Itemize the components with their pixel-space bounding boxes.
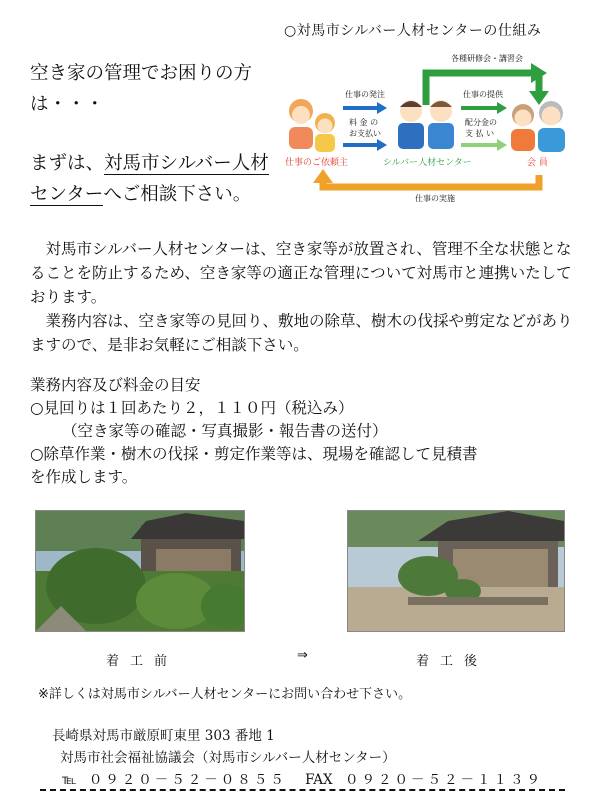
- fax-number: ０９２０－５２－１１３９: [344, 772, 543, 788]
- fax-label: FAX: [305, 772, 333, 788]
- intro-paragraph: [30, 237, 575, 357]
- photo-before: [35, 510, 245, 632]
- intro-paragraph-1: 対馬市シルバー人材センターは、空き家等が放置され、管理不全な状態となることを防止するため、空き家等の適正な管理について対馬市と連携いたしております。: [30, 240, 572, 306]
- diagram-title: ○対馬市シルバー人材センターの仕組み: [284, 23, 542, 39]
- service-item-weeding-cont: を作成します。: [30, 468, 138, 486]
- page-heading: [30, 58, 280, 210]
- contact-address: 長崎県対馬市厳原町東里 303 番地 1: [52, 728, 275, 744]
- client-figures-icon: [289, 99, 335, 152]
- heading-line2: [30, 148, 280, 210]
- tel-number: ０９２０－５２－０８５５: [88, 772, 287, 788]
- dashed-divider: [40, 789, 565, 791]
- caption-before: 着工前: [106, 654, 179, 669]
- service-item-patrol-detail: （空き家等の確認・写真撮影・報告書の送付）: [62, 422, 388, 440]
- heading-prefix: まずは、: [30, 153, 105, 174]
- execution-arrow: [313, 169, 539, 187]
- tel-label: ℡: [62, 772, 77, 788]
- label-order: 仕事の発注: [345, 90, 385, 99]
- label-dist-bottom: 支 払 い: [465, 129, 495, 138]
- contact-info: [52, 725, 543, 791]
- caption-after: 着工後: [416, 654, 489, 669]
- contact-note: ※詳しくは対馬市シルバー人材センターにお問い合わせ下さい。: [38, 687, 412, 702]
- contact-organization: 対馬市社会福祉協議会（対馬市シルバー人材センター）: [60, 750, 396, 766]
- photo-after: [347, 510, 565, 632]
- member-figures-icon: [511, 101, 565, 152]
- service-item-weeding: ○除草作業・樹木の伐採・剪定作業等は、現場を確認して見積書: [30, 445, 478, 463]
- services-title: 業務内容及び料金の目安: [30, 376, 201, 394]
- label-payment-bottom: お支払い: [349, 129, 381, 138]
- arrow-right-icon: ⇒: [297, 648, 308, 663]
- center-staff-icon: [398, 100, 454, 149]
- label-member: 会 員: [527, 158, 548, 168]
- label-training: 各種研修会・講習会: [451, 54, 523, 63]
- silver-center-flow-diagram: [283, 45, 588, 205]
- service-item-patrol: ○見回りは１回あたり２，１１０円（税込み）: [30, 399, 354, 417]
- label-execution: 仕事の実施: [415, 194, 455, 203]
- label-provide: 仕事の提供: [463, 90, 503, 99]
- label-center: シルバー人材センター: [383, 158, 472, 168]
- intro-paragraph-2: 業務内容は、空き家等の見回り、敷地の除草、樹木の伐採や剪定などがありますので、是非お気軽にご相談下さい。: [30, 312, 573, 354]
- heading-line1: 空き家の管理でお困りの方は・・・: [30, 63, 253, 115]
- label-payment-top: 料 金 の: [349, 118, 379, 127]
- label-client: 仕事のご依頼主: [285, 158, 349, 168]
- heading-suffix: へご相談下さい。: [103, 184, 252, 205]
- label-dist-top: 配分金の: [465, 118, 497, 127]
- services-section: [30, 374, 585, 489]
- heading-center-name: 対馬市シルバー人材センター: [30, 153, 269, 205]
- contact-phone-fax: [52, 769, 543, 791]
